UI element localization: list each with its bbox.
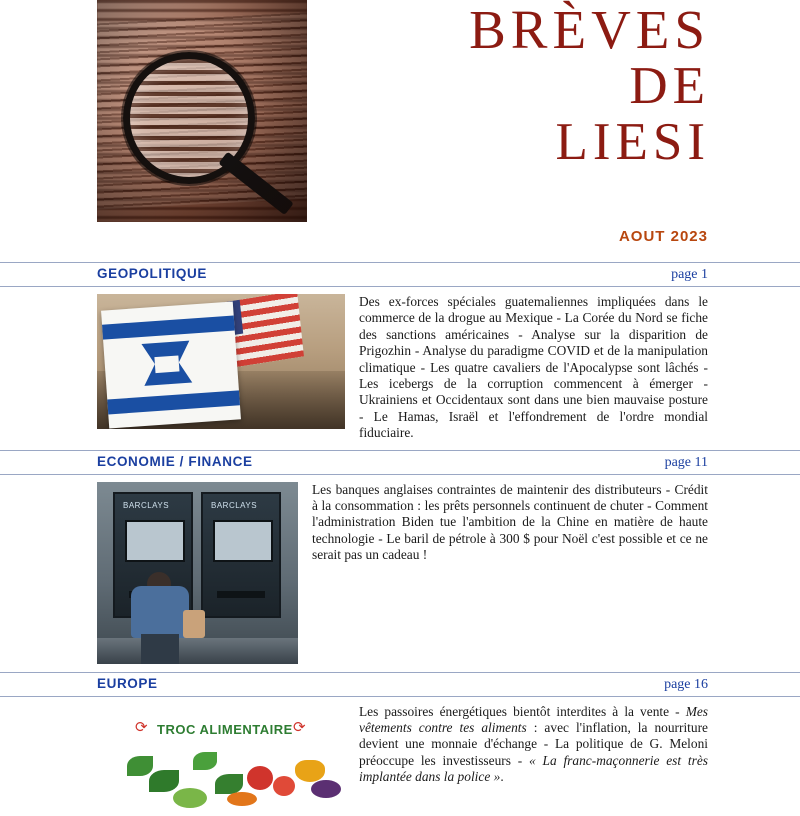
- recycle-arrows-icon: ⟳: [293, 719, 306, 736]
- section-image-europe: [97, 704, 345, 808]
- title-line-2: DE: [629, 57, 710, 115]
- atm-brand-label: BARCLAYS: [123, 500, 170, 510]
- handbag: [183, 610, 205, 638]
- atm-screen: [125, 520, 185, 562]
- masthead: [0, 0, 800, 262]
- section-page-number[interactable]: page 16: [664, 676, 708, 692]
- atm-cash-slot: [217, 591, 265, 598]
- section-title: EUROPE: [97, 675, 158, 691]
- title-line-1: BRÈVES: [469, 0, 710, 60]
- eggplant-icon: [311, 780, 341, 798]
- section-summary-economie-finance: Les banques anglaises contraintes de maintenir des distributeurs - Crédit à la consommation : les prêts personnels continuent de chuter - Comment l'administration Biden tue l'ambition de la Chine en matière de haute technologie - Le baril de pétrole à 300 $ pour Noël c'est possible et ce ne serait pas un cadeau !: [312, 481, 708, 563]
- recycle-arrows-icon: ⟳: [135, 719, 148, 736]
- section-economie-finance: [0, 450, 800, 672]
- image-caption: TROC ALIMENTAIRE: [157, 721, 293, 737]
- person-legs: [141, 634, 179, 664]
- tomato-icon: [273, 776, 295, 796]
- flag-stripe-top: [102, 316, 235, 340]
- pepper-icon: [295, 760, 325, 782]
- section-summary-europe: Les passoires énergétiques bientôt interdites à la vente - Mes vêtements contre tes aliments : avec l'inflation, la nourriture devient une monnaie d'échange - La politique de G. Meloni préoccupe les investisseurs - « La franc-maçonnerie est très implantée dans la police ».: [359, 703, 708, 785]
- section-title: GEOPOLITIQUE: [97, 266, 207, 281]
- leaf-icon: [149, 770, 179, 792]
- atm-screen: [213, 520, 273, 562]
- leaf-icon: [193, 752, 217, 770]
- section-page-number[interactable]: page 11: [664, 454, 708, 470]
- flag-stripe-bottom: [107, 390, 240, 414]
- issue-date: AOUT 2023: [618, 228, 708, 245]
- section-summary-geopolitique: Des ex-forces spéciales guatemaliennes impliquées dans le commerce de la drogue au Mexique - La Corée du Nord se fiche des sanctions américaines - Analyse sur la disparition de Prigozhin - Analyse du paradigme COVID et de la manipulation climatique - Les quatre cavaliers de l'Apocalypse sont lâchés - Les icebergs de la corruption commencent à émerger - Ukrainiens et Occidentaux sont dans une bien mauvaise posture - Le Hamas, Israël et l'effondrement de l'ordre mondial fiduciaire.: [359, 294, 708, 441]
- section-geopolitique: [0, 262, 800, 450]
- section-body-economie-finance: [0, 475, 800, 672]
- person-body: [131, 586, 189, 638]
- section-header-europe: [0, 672, 800, 697]
- section-body-geopolitique: [0, 287, 800, 450]
- atm-brand-label: BARCLAYS: [211, 500, 258, 510]
- section-image-economie-finance: [97, 482, 298, 664]
- star-of-david-icon: [141, 341, 192, 388]
- leaf-icon: [127, 756, 153, 776]
- cabbage-icon: [173, 788, 207, 808]
- photo-vignette: [97, 0, 307, 222]
- publication-title: [330, 2, 710, 170]
- section-header-economie-finance: [0, 450, 800, 475]
- carrot-icon: [227, 792, 257, 806]
- section-europe: [0, 672, 800, 816]
- israeli-flag-icon: [101, 302, 241, 429]
- cover-photo-magnifying-glass: [97, 0, 307, 222]
- tomato-icon: [247, 766, 273, 790]
- star-center: [154, 355, 179, 373]
- section-body-europe: [0, 697, 800, 816]
- title-line-3: LIESI: [555, 113, 710, 171]
- section-image-geopolitique: [97, 294, 345, 429]
- section-page-number[interactable]: page 1: [671, 267, 708, 282]
- leaf-icon: [215, 774, 243, 794]
- atm-machine-right: [201, 492, 281, 618]
- section-header-geopolitique: [0, 262, 800, 287]
- section-title: ECONOMIE / FINANCE: [97, 453, 253, 469]
